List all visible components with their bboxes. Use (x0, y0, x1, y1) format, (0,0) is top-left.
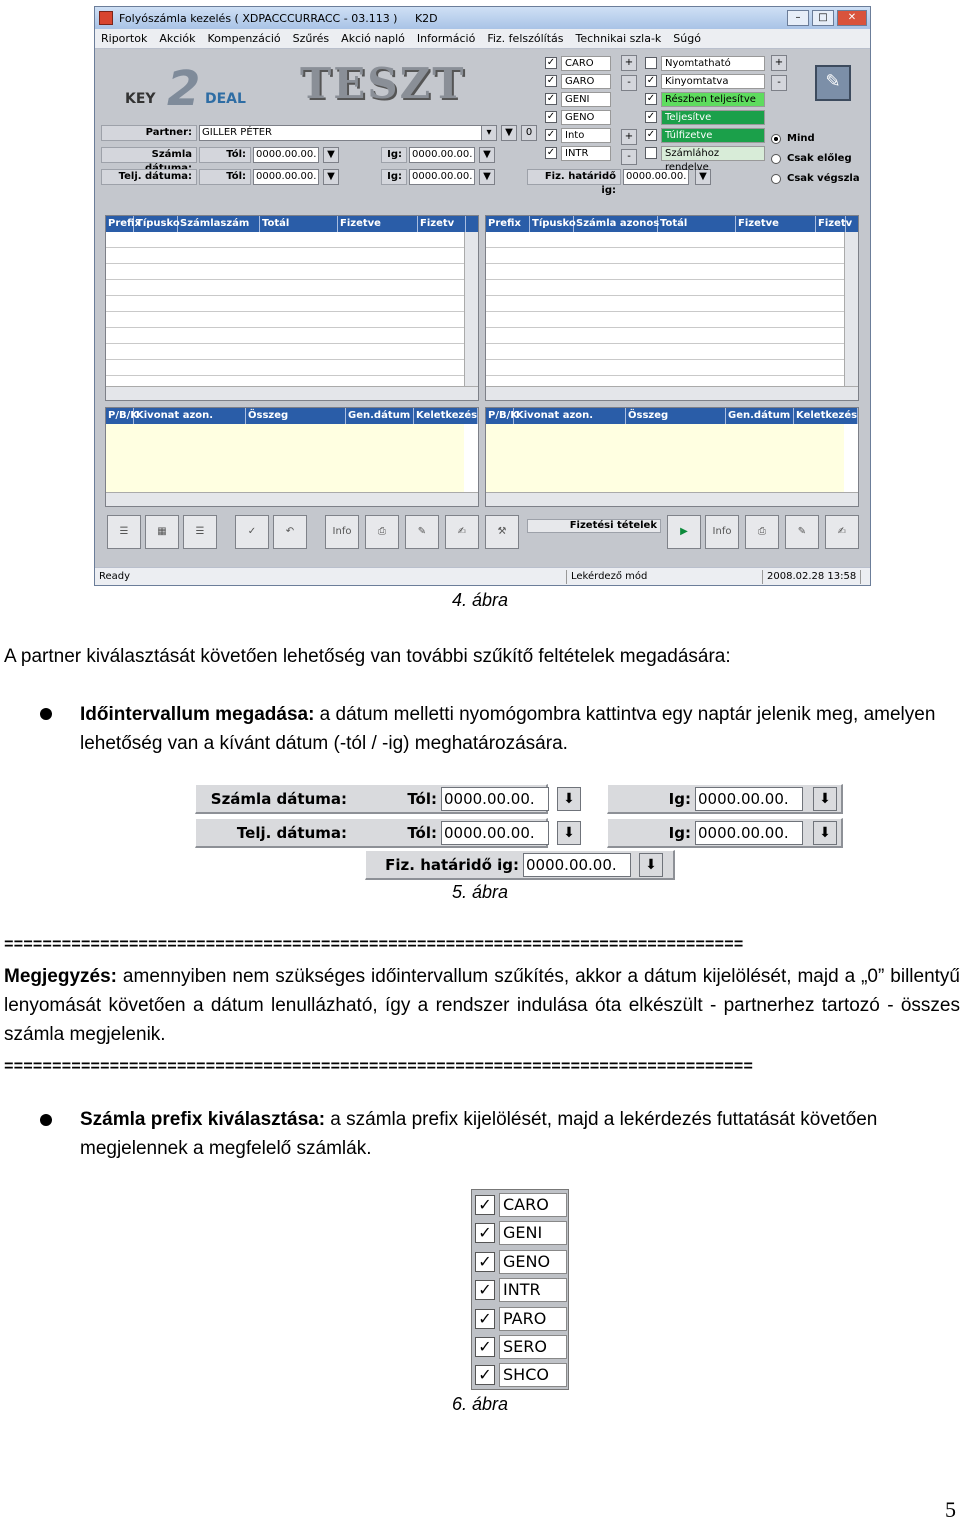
horizontal-scrollbar[interactable] (486, 492, 858, 506)
grid-rows[interactable] (486, 424, 844, 492)
grid-rows[interactable] (106, 424, 464, 492)
prefix-garo[interactable]: ✓ GARO (545, 73, 611, 89)
checkbox-icon[interactable] (645, 147, 657, 159)
column-header[interactable]: Fizetv (418, 216, 466, 232)
partner-dropdown-icon[interactable]: ▾ (481, 125, 497, 141)
column-header[interactable]: Típusko (134, 216, 178, 232)
title-bar (95, 7, 870, 29)
bullet-icon (40, 708, 52, 720)
szamla-tol-field[interactable]: 0000.00.00. (441, 787, 549, 811)
column-header[interactable]: Totál (260, 216, 338, 232)
checkbox-icon[interactable]: ✓ (475, 1280, 495, 1300)
column-header[interactable]: Keletkezés (794, 408, 858, 424)
partner-label: Partner: (101, 125, 197, 141)
prefix-add-button[interactable]: + (621, 129, 637, 145)
date-filter-figure (195, 784, 843, 880)
list-icon[interactable]: ☰ (107, 515, 141, 549)
partner-select[interactable]: GILLER PÉTER (199, 125, 495, 141)
checkbox-icon[interactable]: ✓ (546, 129, 556, 140)
fiz-hatarido-field[interactable]: 0000.00.00. (523, 853, 631, 877)
status-remove-button[interactable]: - (771, 75, 787, 91)
invoice-grid-right[interactable] (485, 215, 859, 401)
app-icon (99, 11, 113, 25)
fizetesi-tetelek-label: Fizetési tételek (527, 519, 661, 533)
info-button[interactable]: Info (325, 515, 359, 549)
list-icon[interactable]: ☰ (183, 515, 217, 549)
app-window-screenshot (94, 6, 871, 586)
status-kinyomtatva[interactable]: ✓ Kinyomtatva (645, 73, 765, 89)
prefix-remove-button[interactable]: - (621, 149, 637, 165)
checkbox-icon[interactable]: ✓ (475, 1195, 495, 1215)
prefix-intr[interactable]: ✓ INTR (475, 1277, 567, 1303)
page-number: 5 (945, 1497, 956, 1522)
minimize-icon[interactable]: – (787, 10, 809, 26)
tol-label: Tól: (407, 790, 437, 808)
check-icon[interactable]: ✓ (235, 515, 269, 549)
sign-icon[interactable]: ✍ (445, 515, 479, 549)
status-reszben[interactable]: ✓ Részben teljesítve (645, 91, 765, 107)
partner-lookup-icon[interactable]: ▼ (501, 125, 517, 141)
column-header[interactable]: Típusko (530, 216, 574, 232)
column-header[interactable]: Fizetv (816, 216, 846, 232)
intro-paragraph: A partner kiválasztását követően lehetőség van további szűkítő feltételek megadására: (4, 646, 731, 667)
prefix-geno[interactable]: ✓ GENO (475, 1249, 567, 1275)
prefix-geni[interactable]: ✓ GENI (545, 91, 611, 107)
status-szamlahoz-rendelve[interactable]: Számlához rendelve (645, 145, 765, 161)
column-header[interactable]: Keletkezés (414, 408, 478, 424)
column-header[interactable]: Fizetve (338, 216, 418, 232)
szamla-ig-field[interactable]: 0000.00.00. (409, 147, 475, 163)
radio-mind[interactable]: Mind (771, 133, 815, 144)
radio-csak-vegszla[interactable]: Csak végszla (771, 173, 860, 184)
undo-icon[interactable]: ↶ (273, 515, 307, 549)
menu-technikai-szla[interactable]: Technikai szla-k (575, 32, 662, 45)
prefix-caro[interactable]: ✓ CARO (545, 55, 611, 71)
note-paragraph: Megjegyzés: amennyiben nem szükséges időintervallum szűkítés, akkor a dátum kijelölését, majd a „0” billentyű lenyomását követően a dátum lenullázható, így a rendszer indulása óta elkészült - partnerhez tartozó - összes számla megjelenik. (4, 966, 960, 1045)
menu-szures[interactable]: Szűrés (292, 32, 330, 45)
szamla-datuma-label: Számla (101, 147, 197, 163)
checkbox-icon[interactable]: ✓ (546, 111, 556, 122)
stamp-icon[interactable]: ⚒ (485, 515, 519, 549)
prefix-shco[interactable]: ✓ SHCO (475, 1362, 567, 1388)
status-add-button[interactable]: + (771, 55, 787, 71)
prefix-checkbox-figure (471, 1189, 569, 1390)
column-header[interactable]: Fizetve (736, 216, 816, 232)
telj-datuma-label: Telj. dátuma: (101, 169, 197, 185)
status-teljesitve[interactable]: ✓ Teljesítve (645, 109, 765, 125)
prefix-remove-button[interactable]: - (621, 75, 637, 91)
separator-rule: ============================================================================= (4, 936, 744, 954)
vertical-scrollbar[interactable] (844, 232, 858, 386)
prefix-into[interactable]: ✓ Into (545, 127, 611, 143)
bullet-time-interval: Időintervallum megadása: a dátum melletti nyomógombra kattintva egy naptár jelenik meg, amelyen lehetőség van a kívánt dátum (-tól / -ig) meghatározására. (80, 704, 936, 754)
checkbox-icon[interactable]: ✓ (646, 111, 656, 122)
info-button[interactable]: Info (705, 515, 739, 549)
close-icon[interactable]: ✕ (837, 10, 867, 26)
document-icon[interactable]: ✎ (785, 515, 819, 549)
run-query-icon[interactable]: ✎ (815, 65, 851, 101)
calendar-icon[interactable]: ⬇ (557, 821, 581, 845)
grid-rows[interactable] (486, 232, 844, 386)
calendar-icon[interactable]: ▼ (695, 169, 711, 185)
payment-grid-left[interactable] (105, 407, 479, 507)
status-mode: Lekérdező mód (567, 570, 763, 584)
menu-akciok[interactable]: Akciók (159, 32, 196, 45)
status-nyomtathato[interactable]: Nyomtatható (645, 55, 765, 71)
calendar-icon[interactable]: ▼ (479, 169, 495, 185)
tol-label: Tól: (407, 824, 437, 842)
ig-label: Ig: (381, 169, 407, 185)
column-header[interactable]: Kivonat azon. (134, 408, 246, 424)
column-header[interactable]: Gen.dátum (726, 408, 794, 424)
status-ready: Ready (95, 570, 567, 584)
checkbox-icon[interactable]: ✓ (475, 1337, 495, 1357)
telj-ig-field[interactable]: 0000.00.00. (409, 169, 475, 185)
prefix-geni[interactable]: ✓ GENI (475, 1220, 567, 1246)
prefix-add-button[interactable]: + (621, 55, 637, 71)
column-header[interactable]: Kivonat azon. (514, 408, 626, 424)
table-icon[interactable]: ▦ (145, 515, 179, 549)
figure-caption: 6. ábra (451, 1394, 509, 1414)
calendar-icon[interactable]: ⬇ (813, 787, 837, 811)
menu-fiz-felszolitas[interactable]: Fiz. felszólítás (487, 32, 564, 45)
calendar-icon[interactable]: ▼ (479, 147, 495, 163)
telj-tol-field[interactable]: 0000.00.00. (441, 821, 549, 845)
horizontal-scrollbar[interactable] (486, 386, 858, 400)
menu-riportok[interactable]: Riportok (101, 32, 148, 45)
menu-akcio-naplo[interactable]: Akció napló (341, 32, 405, 45)
menu-sugo[interactable]: Súgó (673, 32, 701, 45)
figure-caption: 4. ábra (451, 590, 509, 610)
menu-kompenzacio[interactable]: Kompenzáció (207, 32, 281, 45)
calendar-icon[interactable]: ⬇ (813, 821, 837, 845)
radio-csak-eloleg[interactable]: Csak előleg (771, 153, 852, 164)
teszt-banner: TESZT (300, 59, 466, 108)
maximize-icon[interactable]: □ (812, 10, 834, 26)
telj-datuma-label: Telj. dátuma: (236, 824, 347, 842)
window-title: Folyószámla kezelés ( XDPACCCURRACC - 03.113 ) K2D (119, 11, 438, 25)
payment-grid-right[interactable] (485, 407, 859, 507)
prefix-caro[interactable]: ✓ CARO (475, 1192, 567, 1218)
fiz-hatarido-field[interactable]: 0000.00.00. (623, 169, 689, 185)
column-header[interactable]: Gen.dátum (346, 408, 414, 424)
fiz-hatarido-label: Fiz. határidő ig: (385, 856, 519, 874)
ig-label: Ig: (668, 824, 691, 842)
vertical-scrollbar[interactable] (464, 232, 478, 386)
szamla-ig-field[interactable]: 0000.00.00. (695, 787, 803, 811)
menu-bar (95, 29, 870, 49)
status-bar (95, 567, 870, 585)
prefix-geno[interactable]: ✓ GENO (545, 109, 611, 125)
column-header[interactable]: Totál (658, 216, 736, 232)
checkbox-icon[interactable]: ✓ (475, 1252, 495, 1272)
telj-tol-field[interactable]: 0000.00.00. (253, 169, 319, 185)
radio-icon[interactable] (771, 154, 781, 164)
checkbox-icon[interactable]: ✓ (475, 1223, 495, 1243)
ig-label: Ig: (381, 147, 407, 163)
fiz-hatarido-label: Fiz. határidő ig: (527, 169, 621, 185)
checkbox-icon[interactable]: ✓ (546, 75, 556, 86)
print-icon[interactable]: ⎙ (745, 515, 779, 549)
checkbox-icon[interactable]: ✓ (546, 93, 556, 104)
grid-rows[interactable] (106, 232, 464, 386)
play-icon[interactable]: ▶ (667, 515, 701, 549)
key2deal-logo: KEY 2 DEAL (125, 61, 246, 117)
column-header[interactable]: Számlaszám (178, 216, 260, 232)
column-header[interactable]: P/B/K (106, 408, 134, 424)
checkbox-icon[interactable]: ✓ (546, 57, 556, 68)
column-header[interactable]: Prefix (486, 216, 530, 232)
column-header[interactable]: Prefix (106, 216, 134, 232)
checkbox-icon[interactable]: ✓ (475, 1365, 495, 1385)
prefix-intr[interactable]: ✓ INTR (545, 145, 611, 161)
bullet-icon (40, 1114, 52, 1126)
radio-icon[interactable] (771, 174, 781, 184)
status-tulfizetve[interactable]: ✓ Túlfizetve (645, 127, 765, 143)
prefix-sero[interactable]: ✓ SERO (475, 1334, 567, 1360)
column-header[interactable]: Összeg (626, 408, 726, 424)
radio-icon[interactable] (771, 134, 781, 144)
calendar-icon[interactable]: ⬇ (557, 787, 581, 811)
partner-zero-button[interactable]: 0 (521, 125, 537, 141)
telj-ig-field[interactable]: 0000.00.00. (695, 821, 803, 845)
calendar-icon[interactable]: ▼ (323, 147, 339, 163)
prefix-paro[interactable]: ✓ PARO (475, 1306, 567, 1332)
checkbox-icon[interactable]: ✓ (646, 93, 656, 104)
checkbox-icon[interactable] (645, 57, 657, 69)
horizontal-scrollbar[interactable] (106, 492, 478, 506)
horizontal-scrollbar[interactable] (106, 386, 478, 400)
tol-label: Tól: (199, 169, 251, 185)
separator-rule: ============================================================================== (4, 1058, 753, 1076)
szamla-datuma-label: Számla dátuma: (210, 790, 347, 808)
app-content (95, 49, 870, 585)
invoice-grid-left[interactable] (105, 215, 479, 401)
print-icon[interactable]: ⎙ (365, 515, 399, 549)
status-time: 2008.02.28 13:58 (763, 570, 861, 584)
checkbox-icon[interactable]: ✓ (646, 75, 656, 86)
calendar-icon[interactable]: ▼ (323, 169, 339, 185)
ig-label: Ig: (668, 790, 691, 808)
calendar-icon[interactable]: ⬇ (639, 853, 663, 877)
figure-caption: 5. ábra (451, 882, 509, 902)
bullet-prefix-selection: Számla prefix kiválasztása: a számla prefix kijelölését, majd a lekérdezés futtatását követően megjelennek a megfelelő számlák. (80, 1109, 878, 1159)
checkbox-icon[interactable]: ✓ (646, 129, 656, 140)
column-header[interactable]: P/B/K (486, 408, 514, 424)
checkbox-icon[interactable]: ✓ (475, 1309, 495, 1329)
szamla-tol-field[interactable]: 0000.00.00. (253, 147, 319, 163)
column-header[interactable]: Számla azonos (574, 216, 658, 232)
column-header[interactable]: Összeg (246, 408, 346, 424)
tol-label: Tól: (199, 147, 251, 163)
checkbox-icon[interactable]: ✓ (546, 147, 556, 158)
document-icon[interactable]: ✎ (405, 515, 439, 549)
menu-informacio[interactable]: Információ (416, 32, 476, 45)
sign-icon[interactable]: ✍ (825, 515, 859, 549)
